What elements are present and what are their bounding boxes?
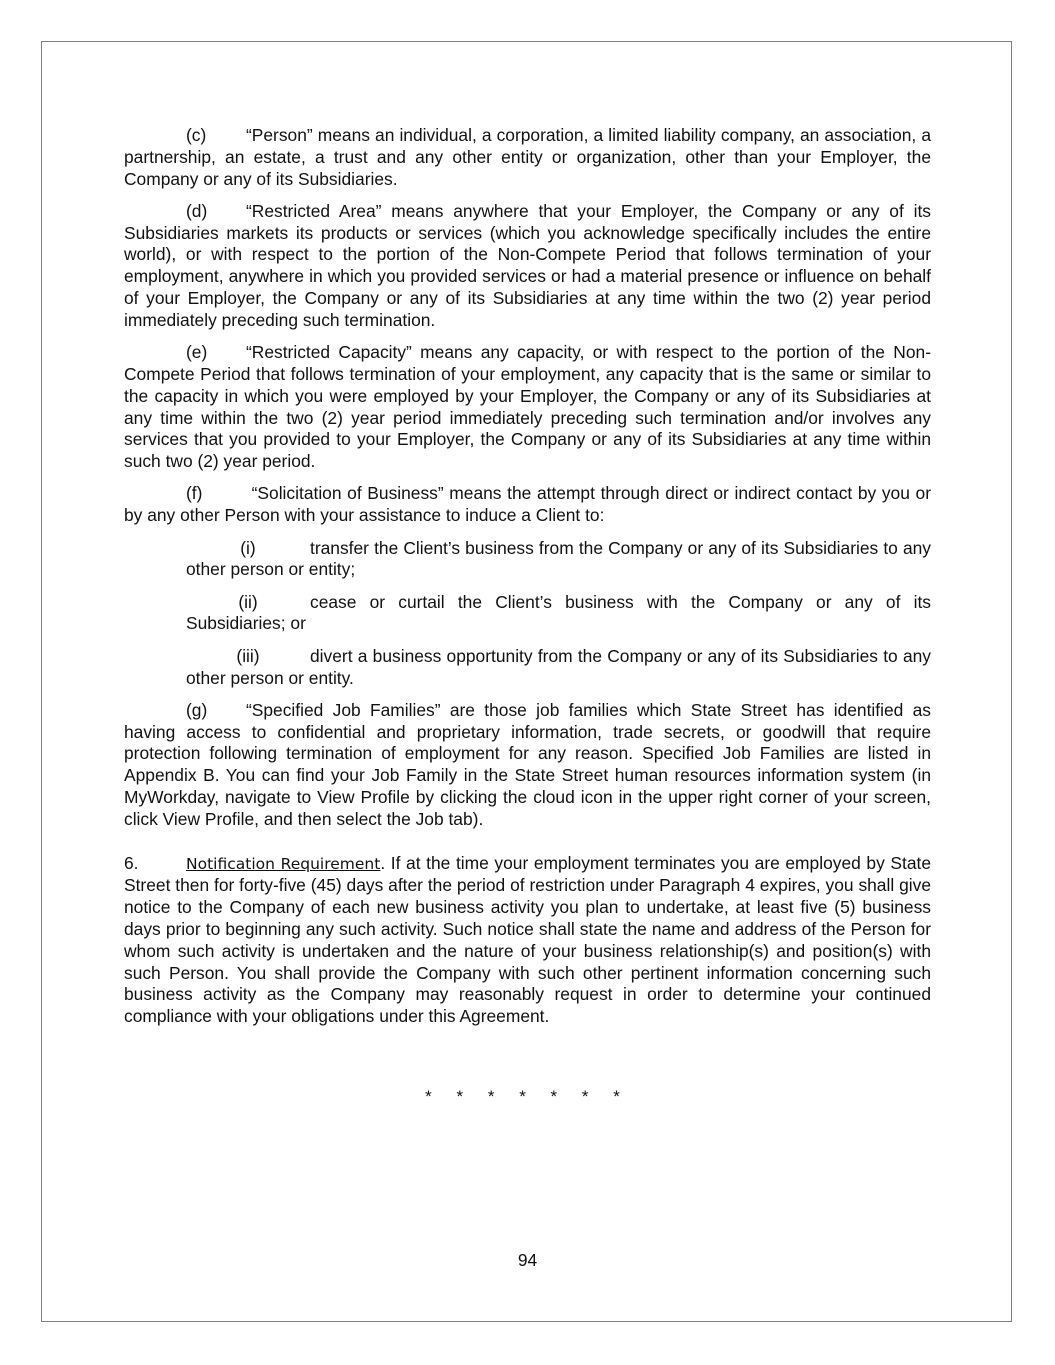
paragraph-text: “Specified Job Families” are those job families which State Street has identified as having access to confidential and proprietary information, trade secrets, or goodwill that require protection following termination of employment for any reason. Specified Job Families are listed in Appendix B. You can find your Job Family in the State Street human resources information system (in MyWorkday, navigate to View Profile by clicking the cloud icon in the upper right corner of your screen, click View Profile, and then select the Job tab). [124, 699, 931, 829]
paragraph-text: “Restricted Area” means anywhere that your Employer, the Company or any of its Subsidiaries markets its products or services (which you acknowledge specifically includes the entire world), or with respect to the portion of the Non-Compete Period that follows termination of your employment, anywhere in which you provided services or had a material presence or influence on behalf of your Employer, the Company or any of its Subsidiaries at any time within the two (2) year period immediately preceding such termination. [124, 200, 931, 330]
subitem-text: transfer the Client’s business from the Company or any of its Subsidiaries to any other person or entity; [186, 537, 931, 580]
subitem-label: (ii) [238, 591, 258, 612]
subitem-text: divert a business opportunity from the Company or any of its Subsidiaries to any other person or entity. [186, 645, 931, 688]
page-number: 94 [517, 1250, 538, 1270]
paragraph-f [124, 483, 931, 527]
paragraph-text: “Solicitation of Business” means the attempt through direct or indirect contact by you or by any other Person with your assistance to induce a Client to: [124, 483, 931, 526]
paragraph-label: (d) [186, 200, 208, 221]
paragraph-text: “Person” means an individual, a corporation, a limited liability company, an association, a partnership, an estate, a trust and any other entity or organization, other than your Employer, the Company or any of its Subsidiaries. [124, 125, 931, 189]
section-number: 6. [124, 852, 139, 873]
paragraph-g [124, 700, 931, 831]
subitem-text: cease or curtail the Client’s business with the Company or any of its Subsidiaries; or [186, 591, 931, 634]
paragraph-label: (c) [186, 125, 207, 145]
paragraph-c [124, 125, 931, 190]
document-body [124, 125, 931, 1028]
section-6 [124, 853, 931, 1028]
paragraph-d [124, 201, 931, 332]
subitem-label: (iii) [236, 645, 260, 666]
subitem-ii [186, 592, 931, 636]
subitem-i [186, 538, 931, 582]
section-heading: Notification Requirement [186, 854, 381, 873]
subitem-iii [186, 646, 931, 690]
paragraph-e [124, 342, 931, 473]
paragraph-label: (e) [186, 342, 208, 363]
paragraph-label: (g) [186, 699, 208, 720]
paragraph-text: “Restricted Capacity” means any capacity, or with respect to the portion of the Non-Compete Period that follows termination of your employment, any capacity that is the same or similar to the capacity in which you were employed by your Employer, the Company or any of its Subsidiaries at any time within the two (2) year period immediately preceding such termination and/or involves any services that you provided to your Employer, the Company or any of its Subsidiaries at any time within such two (2) year period. [124, 342, 931, 472]
paragraph-label: (f) [186, 483, 203, 504]
subitem-label: (i) [240, 537, 256, 558]
section-separator: * * * * * * * [425, 1087, 630, 1106]
section-text: . If at the time your employment terminates you are employed by State Street then for forty-five (45) days after the period of restriction under Paragraph 4 expires, you shall give notice to the Company of each new business activity you plan to undertake, at least five (5) business days prior to beginning any such activity. Such notice shall state the name and address of the Person for whom such activity is undertaken and the nature of your business relationship(s) and position(s) with such Person. You shall provide the Company with such other pertinent information concerning such business activity as the Company may reasonably request in order to determine your continued compliance with your obligations under this Agreement. [124, 852, 931, 1027]
